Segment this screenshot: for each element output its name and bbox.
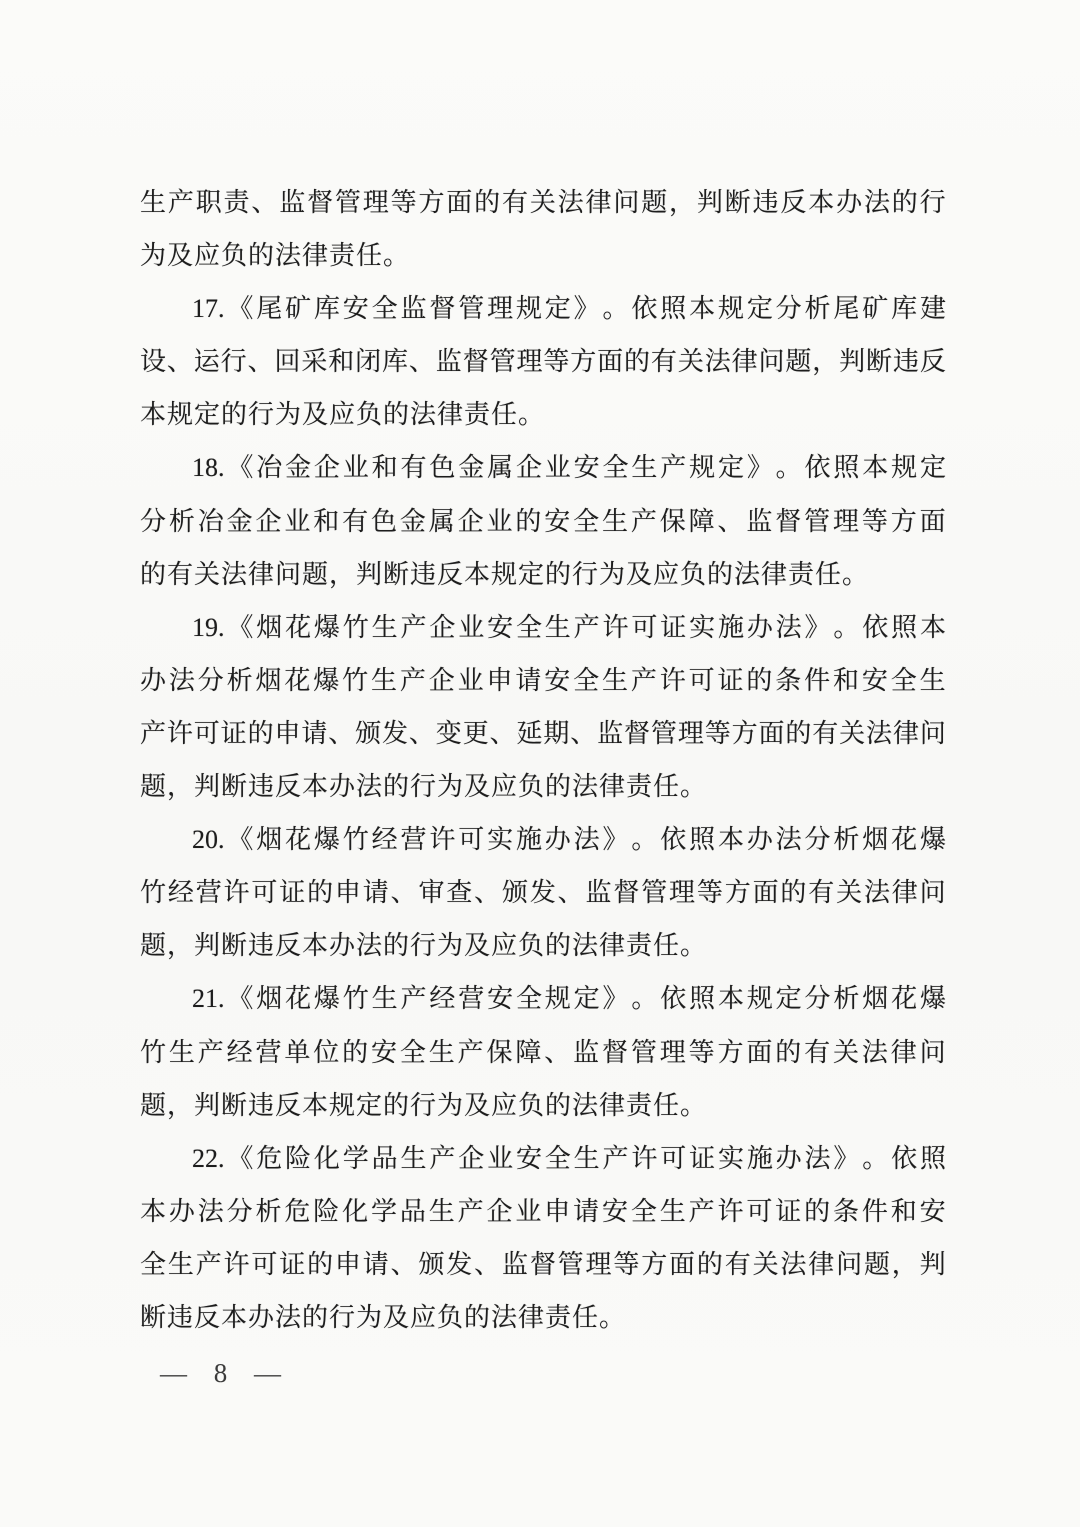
text-line: 本规定的行为及应负的法律责任。 xyxy=(140,400,546,430)
paragraph-item-19 xyxy=(140,601,946,813)
text-line: 全 生 产 许 可 证 的 申 请 、 颁 发 、 监 督 管 理 等 方 面 的 有 关 法 律 问 题 ， 判 xyxy=(140,1249,946,1279)
text-line: 19. 《 烟 花 爆 竹 生 产 企 业 安 全 生 产 许 可 证 实 施 办 法 》 。 依 照 本 xyxy=(192,612,946,642)
text-line: 本 办 法 分 析 危 险 化 学 品 生 产 企 业 申 请 安 全 生 产 许 可 证 的 条 件 和 安 xyxy=(140,1196,946,1226)
text-line: 生 产 职 责 、 监 督 管 理 等 方 面 的 有 关 法 律 问 题 ， 判 断 违 反 本 办 法 的 行 xyxy=(140,188,946,217)
text-line: 为及应负的法律责任。 xyxy=(140,241,411,271)
paragraph-item-18 xyxy=(140,441,946,600)
page-number: — 8 — xyxy=(160,1358,283,1388)
text-line: 18. 《 冶 金 企 业 和 有 色 金 属 企 业 安 全 生 产 规 定 》 。 依 照 本 规 定 xyxy=(192,453,946,483)
paragraph-item-20 xyxy=(140,813,946,972)
text-line: 分 析 冶 金 企 业 和 有 色 金 属 企 业 的 安 全 生 产 保 障 、 监 督 管 理 等 方 面 xyxy=(140,506,946,536)
text-line: 题，判断违反本办法的行为及应负的法律责任。 xyxy=(140,772,708,802)
text-line: 断违反本办法的行为及应负的法律责任。 xyxy=(140,1302,627,1332)
text-line: 竹 生 产 经 营 单 位 的 安 全 生 产 保 障 、 监 督 管 理 等 方 面 的 有 关 法 律 问 xyxy=(140,1037,946,1067)
text-line: 设 、 运 行 、 回 采 和 闭 库 、 监 督 管 理 等 方 面 的 有 关 法 律 问 题 ， 判 断 违 反 xyxy=(140,347,946,377)
text-line: 竹 经 营 许 可 证 的 申 请 、 审 查 、 颁 发 、 监 督 管 理 等 方 面 的 有 关 法 律 问 xyxy=(140,878,946,908)
paragraph-item-17 xyxy=(140,282,946,441)
text-line: 办 法 分 析 烟 花 爆 竹 生 产 企 业 申 请 安 全 生 产 许 可 证 的 条 件 和 安 全 生 xyxy=(140,665,946,695)
text-line: 产 许 可 证 的 申 请 、 颁 发 、 变 更 、 延 期 、 监 督 管 理 等 方 面 的 有 关 法 律 问 xyxy=(140,718,946,748)
paragraph-item-22 xyxy=(140,1132,946,1344)
text-line: 题，判断违反本办法的行为及应负的法律责任。 xyxy=(140,931,708,961)
text-line: 21. 《 烟 花 爆 竹 生 产 经 营 安 全 规 定 》 。 依 照 本 规 定 分 析 烟 花 爆 xyxy=(192,984,946,1014)
text-line: 20. 《 烟 花 爆 竹 经 营 许 可 实 施 办 法 》 。 依 照 本 办 法 分 析 烟 花 爆 xyxy=(192,825,946,855)
paragraph-item-16-continuation xyxy=(140,176,946,282)
text-line: 的有关法律问题，判断违反本规定的行为及应负的法律责任。 xyxy=(140,559,870,589)
document-body xyxy=(140,176,946,1344)
paragraph-item-21 xyxy=(140,972,946,1131)
text-line: 22. 《 危 险 化 学 品 生 产 企 业 安 全 生 产 许 可 证 实 施 办 法 》 。 依 照 xyxy=(192,1143,946,1173)
text-line: 题，判断违反本规定的行为及应负的法律责任。 xyxy=(140,1090,708,1120)
text-line: 17. 《 尾 矿 库 安 全 监 督 管 理 规 定 》 。 依 照 本 规 定 分 析 尾 矿 库 建 xyxy=(192,294,946,324)
